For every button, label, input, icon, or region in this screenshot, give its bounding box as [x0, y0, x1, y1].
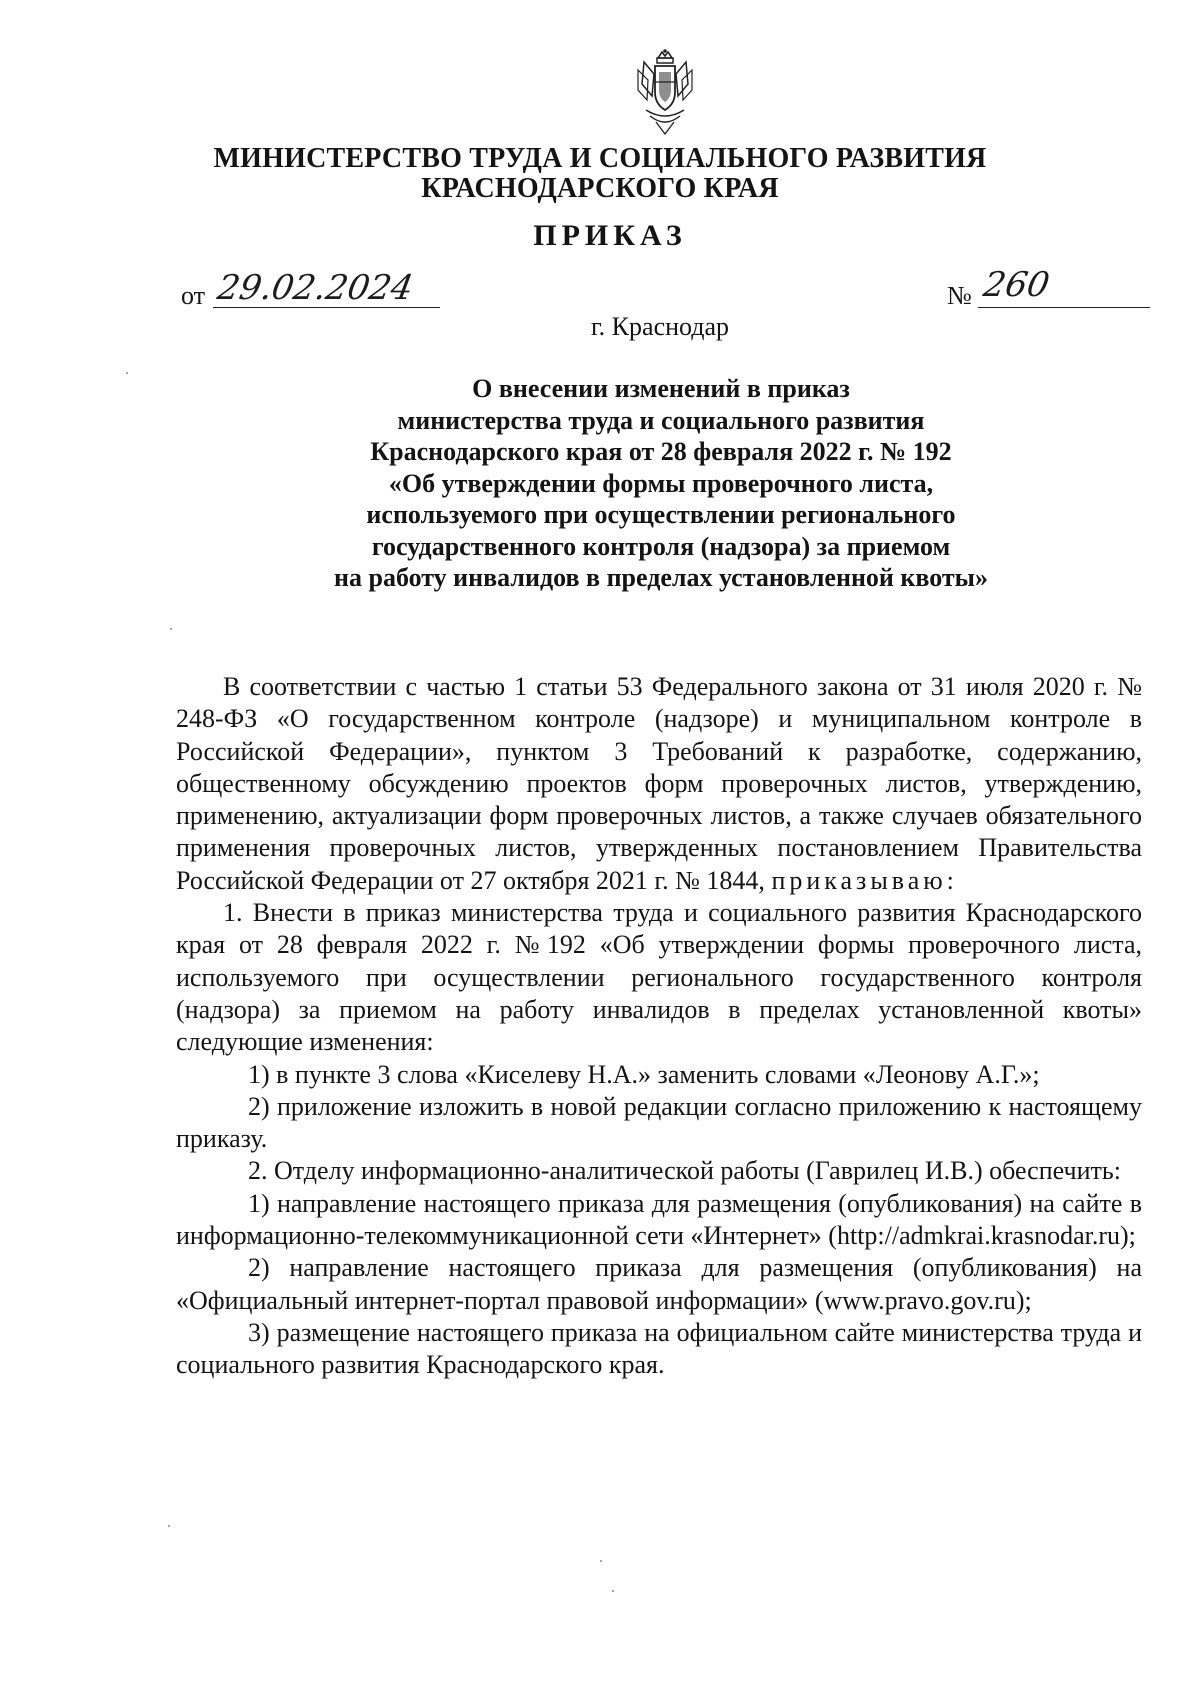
ministry-name-line2: КРАСНОДАРСКОГО КРАЯ [421, 173, 779, 204]
order-title [0, 373, 1200, 594]
preamble-paragraph [176, 671, 1142, 897]
title-line: О внесении изменений в приказ [472, 374, 850, 403]
number-label: № [947, 281, 972, 310]
date-handwritten: 29.02.2024 [214, 268, 417, 308]
number-underline [978, 307, 1150, 308]
coat-of-arms-emblem [636, 48, 694, 136]
title-line: государственного контроля (надзора) за приемом [371, 531, 951, 561]
item-1-sub-1: 1) в пункте 3 слова «Киселеву Н.А.» заменить словами «Леонову А.Г.»; [248, 1059, 1040, 1089]
scan-speck [600, 1560, 602, 1562]
item-2-sub-1: 1) направление настоящего приказа для размещения (опубликования) на сайте в информационно-телекоммуникационной сети «Интернет» (http://admkrai.krasnodar.ru); [176, 1188, 1142, 1251]
item-1: 1. Внести в приказ министерства труда и социального развития Краснодарского края от 28 февраля 2022 г. №192 «Об утверждении формы проверочного листа, используемого при осуществлении регионального государственного контроля (надзора) за приемом на работу инвалидов в пределах установленной квоты» следующие изменения: [176, 898, 1142, 1057]
scan-speck [168, 1525, 170, 1527]
preamble-text: В соответствии с частью 1 статьи 53 Федерального закона от 31 июля 2020 г. № 248-ФЗ «О государственном контроле (надзоре) и муниципальном контроле в Российской Федерации», пунктом 3 Требований к разработке, содержанию, общественному обсуждению проектов форм проверочных листов, утверждению, применению, актуализации форм проверочных листов, а также случаев обязательного применения проверочных листов, утвержденных постановлением Правительства Российской Федерации от 27 октября 2021 г. № 1844, [176, 672, 1142, 895]
ministry-name-line1: МИНИСТЕРСТВО ТРУДА И СОЦИАЛЬНОГО РАЗВИТИЯ [213, 143, 987, 174]
title-line: на работу инвалидов в пределах установленной квоты» [334, 563, 988, 592]
number-handwritten: 260 [980, 265, 1053, 305]
date-label: от [181, 281, 206, 310]
item-1-sub-2: 2) приложение изложить в новой редакции согласно приложению к настоящему приказу. [176, 1091, 1142, 1154]
document-type-heading: ПРИКАЗ [533, 219, 687, 252]
item-2-sub-3: 3) размещение настоящего приказа на официальном сайте министерства труда и социального развития Краснодарского края. [176, 1317, 1142, 1380]
item-2-sub-2: 2) направление настоящего приказа для размещения (опубликования) на «Официальный интернет-портал правовой информации» (www.pravo.gov.ru); [176, 1253, 1142, 1315]
scan-speck [170, 628, 172, 630]
city: г. Краснодар [590, 312, 730, 341]
scan-speck [612, 1590, 614, 1592]
title-line: «Об утверждении формы проверочного листа, [388, 468, 934, 498]
prikazyvayu-word: приказываю: [771, 865, 958, 895]
order-body [176, 671, 1142, 1382]
scan-speck [126, 372, 128, 374]
item-2: 2. Отделу информационно-аналитической работы (Гаврилец И.В.) обеспечить: [248, 1156, 1121, 1186]
title-line: министерства труда и социального развития [397, 405, 925, 435]
title-line: используемого при осуществлении регионального [366, 500, 956, 529]
title-line: Краснодарского края от 28 февраля 2022 г. № 192 [370, 437, 952, 466]
